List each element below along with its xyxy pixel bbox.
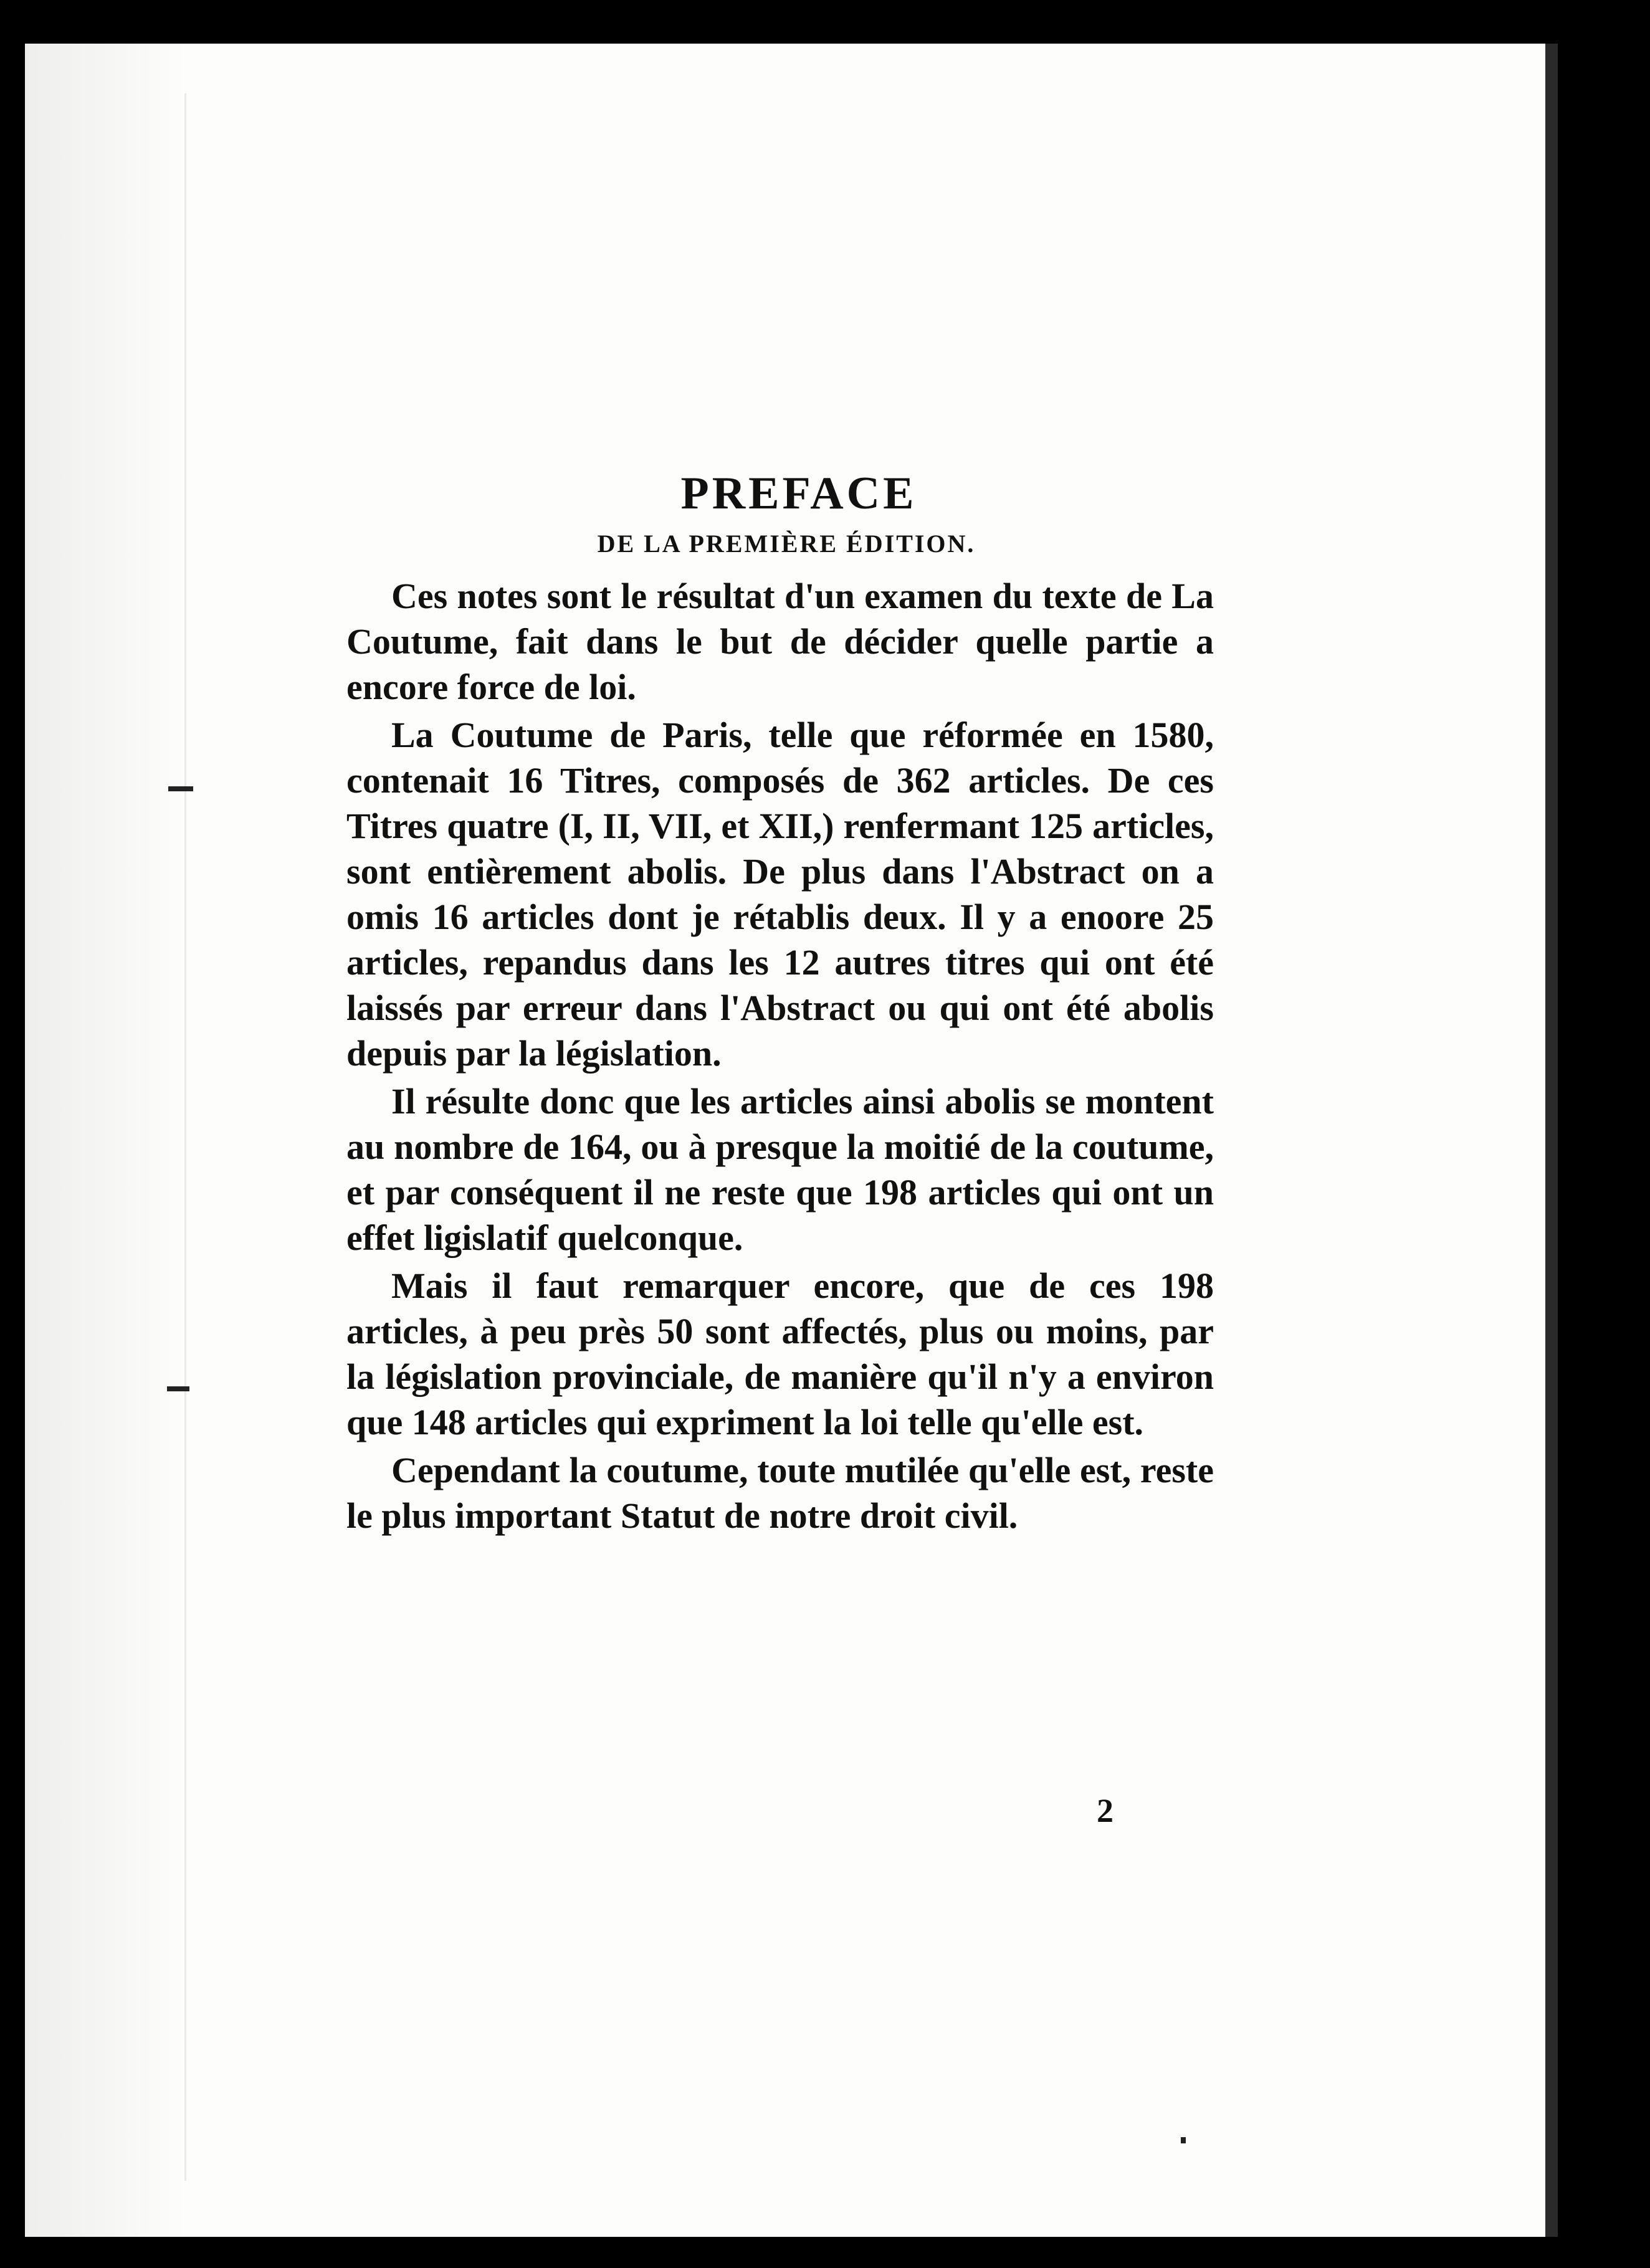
page-edge — [1545, 44, 1558, 2237]
paragraph: Il résulte donc que les articles ainsi abolis se montent au nombre de 164, ou à presque la moitié de la coutume, et par conséquent il ne reste que 198 articles qui ont un effet ligislatif quelconque. — [346, 1081, 1214, 1258]
paragraph: Cependant la coutume, toute mutilée qu'elle est, reste le plus important Statut de notre droit civil. — [346, 1450, 1214, 1536]
page-gutter-shadow — [25, 44, 187, 2237]
scan-mark — [168, 786, 193, 791]
page-fold-line — [184, 93, 186, 2181]
page-content — [346, 467, 1214, 1541]
page-title: PREFACE — [680, 468, 917, 519]
page-number: 2 — [1097, 1792, 1114, 1829]
paragraph: La Coutume de Paris, telle que réformée en 1580, contenait 16 Titres, composés de 362 articles. De ces Titres quatre (I, II, VII, et XII,) renfermant 125 articles, sont entièrement abolis. De plus dans l'Abstract on a omis 16 articles dont je rétablis deux. Il y a enoore 25 articles, repandus dans les 12 autres titres qui ont été laissés par erreur dans l'Abstract ou qui ont été abolis depuis par la législation. — [346, 715, 1214, 1074]
scan-mark — [167, 1386, 189, 1391]
paragraph: Ces notes sont le résultat d'un examen du texte de La Coutume, fait dans le but de décider quelle partie a encore force de loi. — [346, 576, 1214, 707]
paragraph: Mais il faut remarquer encore, que de ces 198 articles, à peu près 50 sont affectés, plus ou moins, par la législation provinciale, de manière qu'il n'y a environ que 148 articles qui expriment la loi telle qu'elle est. — [346, 1265, 1214, 1442]
scan-mark — [1181, 2137, 1186, 2143]
page-subtitle: DE LA PREMIÈRE ÉDITION. — [597, 530, 976, 558]
